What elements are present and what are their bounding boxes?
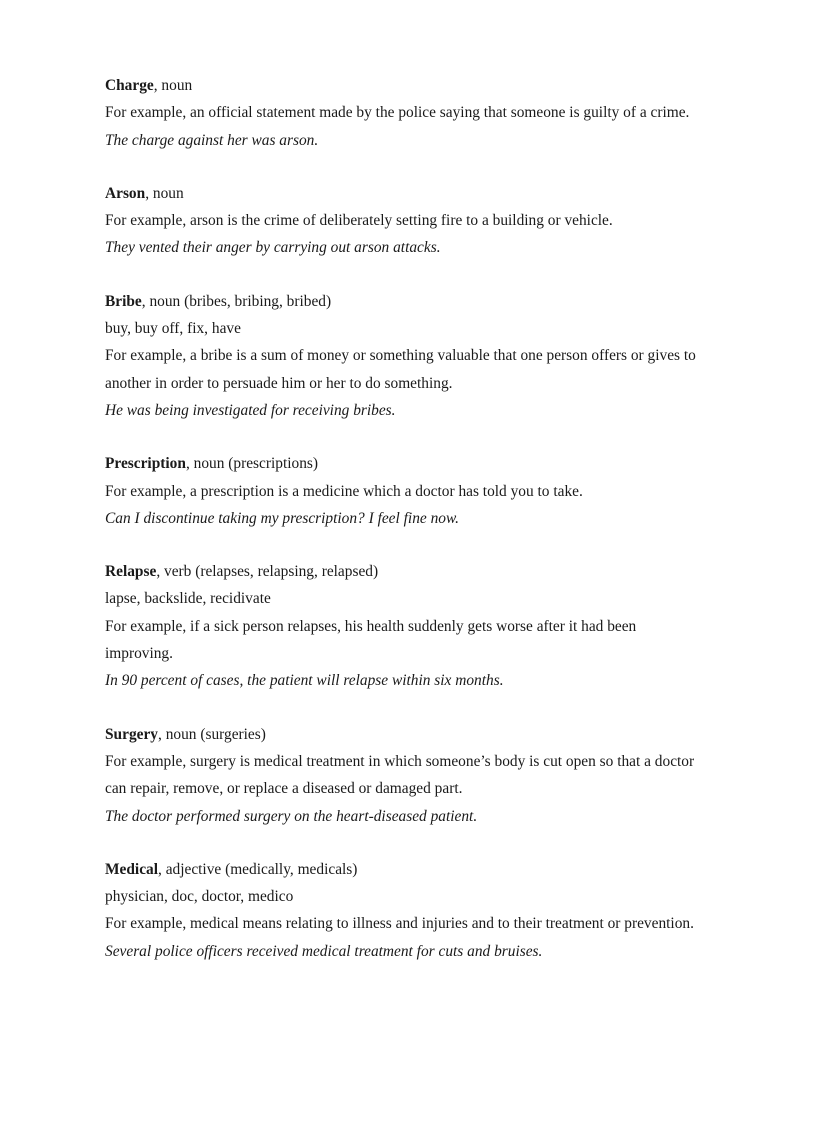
part-of-speech: , noun (bribes, bribing, bribed)	[141, 292, 332, 310]
synonyms: buy, buy off, fix, have	[105, 320, 241, 338]
headword: Relapse	[105, 563, 157, 581]
definition: For example, a prescription is a medicine which a doctor has told you to take.	[105, 482, 583, 500]
headword: Medical	[105, 860, 158, 878]
headword: Surgery	[105, 725, 159, 743]
example-sentence: They vented their anger by carrying out arson attacks.	[105, 239, 441, 257]
headword: Bribe	[105, 292, 142, 310]
example-sentence: In 90 percent of cases, the patient will relapse within six months.	[105, 672, 504, 690]
example-sentence: The charge against her was arson.	[105, 131, 319, 149]
example-sentence: Several police officers received medical treatment for cuts and bruises.	[105, 942, 543, 960]
entry-relapse	[105, 558, 705, 694]
definition: For example, an official statement made by the police saying that someone is guilty of a crime.	[105, 104, 690, 122]
definition: For example, arson is the crime of deliberately setting fire to a building or vehicle.	[105, 212, 613, 230]
part-of-speech: , noun (surgeries)	[158, 725, 266, 743]
headword-line	[105, 450, 705, 477]
headword-line	[105, 180, 705, 207]
entry-arson	[105, 180, 705, 262]
example-sentence: He was being investigated for receiving bribes.	[105, 401, 396, 419]
part-of-speech: , adjective (medically, medicals)	[158, 860, 358, 878]
part-of-speech: , noun (prescriptions)	[185, 455, 319, 473]
synonyms: physician, doc, doctor, medico	[105, 888, 294, 906]
entry-prescription	[105, 450, 705, 532]
definition: For example, surgery is medical treatment in which someone’s body is cut open so that a doctor can repair, remove, or replace a diseased or damaged part.	[105, 752, 695, 798]
headword-line	[105, 721, 705, 748]
entry-bribe	[105, 288, 705, 424]
synonyms: lapse, backslide, recidivate	[105, 590, 271, 608]
definition: For example, if a sick person relapses, his health suddenly gets worse after it had been improving.	[105, 617, 637, 663]
entry-surgery	[105, 721, 705, 830]
example-sentence: Can I discontinue taking my prescription? I feel fine now.	[105, 509, 459, 527]
part-of-speech: , noun	[145, 184, 184, 202]
part-of-speech: , verb (relapses, relapsing, relapsed)	[156, 563, 379, 581]
headword-line	[105, 72, 705, 99]
headword: Arson	[105, 184, 146, 202]
headword-line	[105, 558, 705, 585]
headword-line	[105, 288, 705, 315]
headword: Prescription	[105, 455, 186, 473]
definition: For example, a bribe is a sum of money or something valuable that one person offers or gives to another in order to persuade him or her to do something.	[105, 347, 696, 392]
part-of-speech: , noun	[153, 77, 193, 94]
entry-charge	[105, 72, 705, 154]
vocabulary-page	[105, 72, 705, 991]
definition: For example, medical means relating to illness and injuries and to their treatment or prevention.	[105, 915, 694, 933]
headword: Charge	[105, 77, 154, 94]
entry-medical	[105, 856, 705, 965]
example-sentence: The doctor performed surgery on the heart-diseased patient.	[105, 807, 478, 825]
headword-line	[105, 856, 705, 883]
